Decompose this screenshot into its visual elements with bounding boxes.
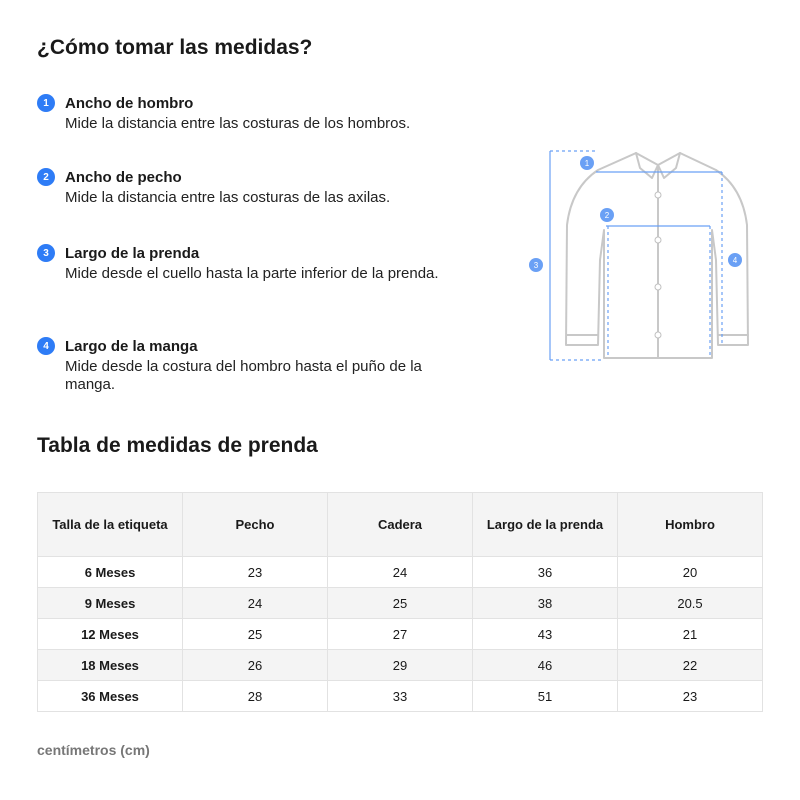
size-label-cell: 6 Meses xyxy=(38,557,183,588)
table-cell: 26 xyxy=(183,650,328,681)
column-header: Largo de la prenda xyxy=(473,493,618,557)
guide-title: ¿Cómo tomar las medidas? xyxy=(37,36,313,59)
marker-4-label: 4 xyxy=(732,256,738,265)
size-label-cell: 12 Meses xyxy=(38,619,183,650)
table-header-row xyxy=(38,493,763,557)
table-cell: 25 xyxy=(183,619,328,650)
table-cell: 43 xyxy=(473,619,618,650)
marker-2-label: 2 xyxy=(604,211,610,220)
table-row xyxy=(38,557,763,588)
table-row xyxy=(38,650,763,681)
step-number-badge: 1 xyxy=(37,94,55,112)
column-header: Cadera xyxy=(328,493,473,557)
table-cell: 24 xyxy=(328,557,473,588)
diagram-markers xyxy=(529,156,742,272)
table-cell: 20 xyxy=(618,557,763,588)
table-cell: 21 xyxy=(618,619,763,650)
table-row xyxy=(38,681,763,712)
table-cell: 33 xyxy=(328,681,473,712)
size-label-cell: 9 Meses xyxy=(38,588,183,619)
table-cell: 38 xyxy=(473,588,618,619)
table-cell: 24 xyxy=(183,588,328,619)
table-cell: 22 xyxy=(618,650,763,681)
shirt-measurement-diagram xyxy=(520,145,750,370)
step-title: Ancho de pecho xyxy=(65,169,182,186)
step-description: Mide desde el cuello hasta la parte inferior de la prenda. xyxy=(65,265,439,282)
size-table xyxy=(37,492,763,712)
shirt-outline-icon xyxy=(566,153,748,358)
step-number-badge: 3 xyxy=(37,244,55,262)
column-header: Talla de la etiqueta xyxy=(38,493,183,557)
measurement-lines xyxy=(550,151,722,360)
step-title: Largo de la prenda xyxy=(65,245,200,262)
table-cell: 27 xyxy=(328,619,473,650)
table-cell: 28 xyxy=(183,681,328,712)
step-title: Largo de la manga xyxy=(65,338,198,355)
step-number-badge: 2 xyxy=(37,168,55,186)
step-description: Mide desde la costura del hombro hasta el puño de la manga. xyxy=(65,358,422,393)
step-title: Ancho de hombro xyxy=(65,95,194,112)
table-cell: 29 xyxy=(328,650,473,681)
step-number-badge: 4 xyxy=(37,337,55,355)
table-cell: 20.5 xyxy=(618,588,763,619)
table-cell: 23 xyxy=(618,681,763,712)
size-label-cell: 36 Meses xyxy=(38,681,183,712)
unit-note: centímetros (cm) xyxy=(37,742,150,758)
table-cell: 46 xyxy=(473,650,618,681)
table-cell: 23 xyxy=(183,557,328,588)
table-cell: 36 xyxy=(473,557,618,588)
marker-3-label: 3 xyxy=(533,261,539,270)
size-label-cell: 18 Meses xyxy=(38,650,183,681)
marker-1-label: 1 xyxy=(584,159,590,168)
table-row xyxy=(38,588,763,619)
table-title: Tabla de medidas de prenda xyxy=(37,434,318,457)
table-cell: 51 xyxy=(473,681,618,712)
table-row xyxy=(38,619,763,650)
table-cell: 25 xyxy=(328,588,473,619)
column-header: Hombro xyxy=(618,493,763,557)
column-header: Pecho xyxy=(183,493,328,557)
step-description: Mide la distancia entre las costuras de los hombros. xyxy=(65,115,411,132)
step-description: Mide la distancia entre las costuras de las axilas. xyxy=(65,189,391,206)
